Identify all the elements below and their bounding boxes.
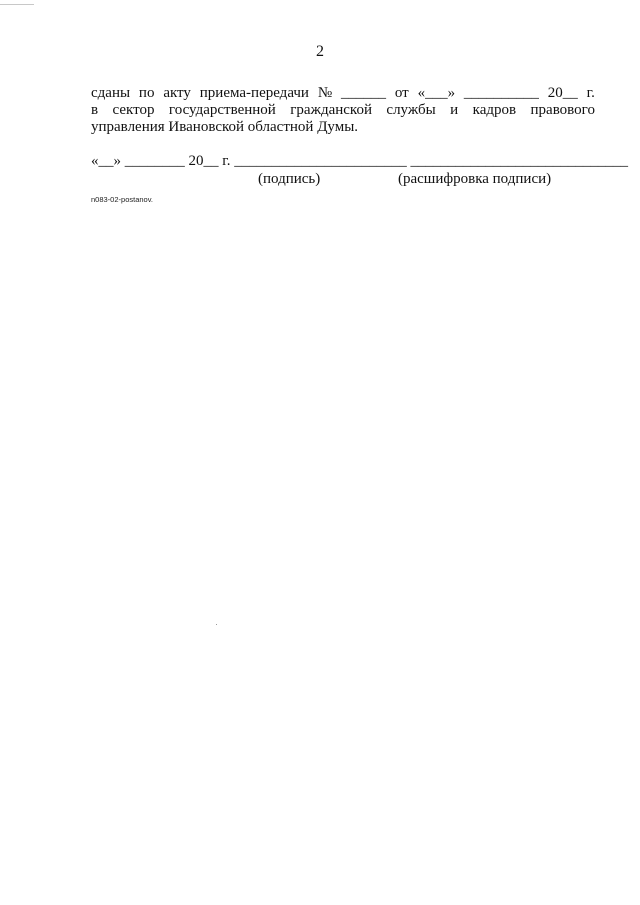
word: акту bbox=[163, 85, 191, 101]
word: по bbox=[138, 85, 155, 101]
scan-speck bbox=[216, 624, 217, 625]
signature-decoding-caption: (расшифровка подписи) bbox=[398, 171, 552, 187]
word: в bbox=[91, 102, 99, 118]
word: гражданской bbox=[290, 102, 372, 118]
word: приема-передачи bbox=[199, 85, 309, 101]
signature-caption: (подпись) bbox=[258, 171, 321, 187]
word: службы bbox=[386, 102, 436, 118]
word: кадров bbox=[472, 102, 517, 118]
number-sign: № bbox=[317, 85, 333, 101]
body-line-3: управления Ивановской областной Думы. bbox=[91, 119, 359, 135]
word: и bbox=[450, 102, 459, 118]
word: г. bbox=[586, 85, 595, 101]
act-number-blank: ______ bbox=[340, 85, 386, 101]
body-line-2 bbox=[91, 101, 595, 119]
corner-mark bbox=[0, 4, 34, 5]
file-reference: n083-02-postanov. bbox=[91, 195, 153, 204]
word: правового bbox=[530, 102, 595, 118]
page-number: 2 bbox=[316, 43, 324, 60]
word: от bbox=[394, 85, 409, 101]
day-blank: «___» bbox=[417, 85, 456, 101]
year-blank: 20__ bbox=[547, 85, 578, 101]
month-blank: __________ bbox=[463, 85, 539, 101]
signature-date-line: «__» ________ 20__ г. _______________________ _____________________________ bbox=[91, 153, 628, 169]
word: государственной bbox=[168, 102, 276, 118]
word: сектор bbox=[112, 102, 155, 118]
word: сданы bbox=[91, 85, 131, 101]
body-line-1 bbox=[91, 84, 595, 102]
